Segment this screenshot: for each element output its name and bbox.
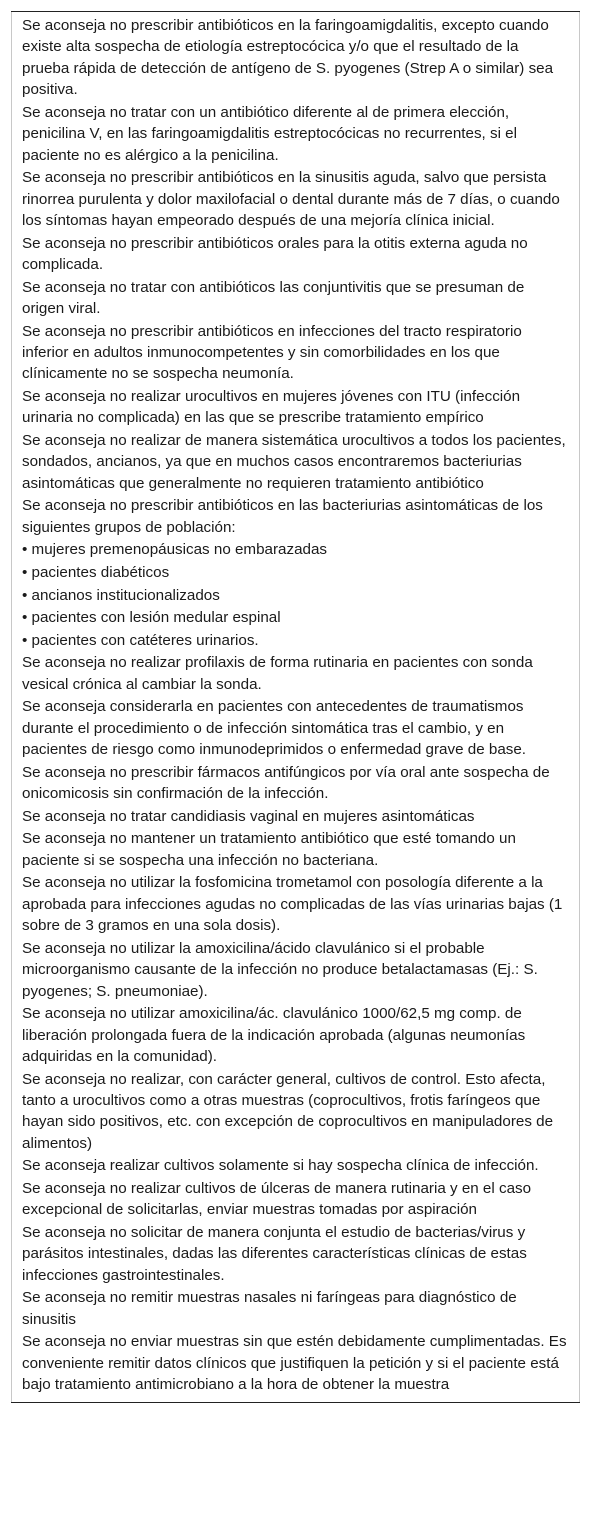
recommendation-text: Se aconseja no tratar candidiasis vaginal en mujeres asintomáticas <box>22 807 475 825</box>
population-group-list <box>22 539 569 651</box>
population-group-item: • ancianos institucionalizados <box>22 586 220 604</box>
recommendation-text: Se aconseja no utilizar la fosfomicina trometamol con posología diferente a la aprobada para infecciones agudas no complicadas de las vías urinarias bajas (1 sobre de 3 gramos en una sola dosis). <box>22 874 563 935</box>
recommendation-text: Se aconseja no tratar con antibióticos las conjuntivitis que se presuman de origen viral. <box>22 278 525 318</box>
recommendation-text: Se aconseja no prescribir antibióticos en las bacteriurias asintomáticas de los siguientes grupos de población: <box>22 497 543 536</box>
recommendation-text: Se aconseja no prescribir fármacos antifúngicos por vía oral ante sospecha de onicomicosis sin confirmación de la infección. <box>22 763 550 803</box>
recommendations-cell <box>11 12 580 1402</box>
recommendation-text: Se aconseja no realizar urocultivos en mujeres jóvenes con ITU (infección urinaria no complicada) en las que se prescribe tratamiento empírico <box>22 388 521 427</box>
population-group-item: • pacientes con catéteres urinarios. <box>22 631 259 649</box>
recommendation-text: Se aconseja no enviar muestras sin que estén debidamente cumplimentadas. Es conveniente remitir datos clínicos que justifiquen la petición y si el paciente está bajo tratamiento antimicrobiano a la hora de obtener la muestra <box>22 1333 567 1394</box>
population-group-item: • mujeres premenopáusicas no embarazadas <box>22 541 328 559</box>
recommendation-text: Se aconseja no prescribir antibióticos en infecciones del tracto respiratorio inferior en adultos inmunocompetentes y sin comorbilidades en los que clínicamente no se sospecha neumonía. <box>22 322 522 383</box>
recommendation-text: Se aconseja realizar cultivos solamente si hay sospecha clínica de infección. <box>22 1157 539 1175</box>
recommendation-text: Se aconseja no mantener un tratamiento antibiótico que esté tomando un paciente si se sospecha una infección no bacteriana. <box>22 830 516 869</box>
recommendation-text: Se aconseja no realizar profilaxis de forma rutinaria en pacientes con sonda vesical crónica al cambiar la sonda. <box>22 654 533 693</box>
recommendation-text: Se aconseja no prescribir antibióticos en la faringoamigdalitis, excepto cuando existe alta sospecha de etiología estreptocócica y/o que el resultado de la prueba rápida de detección de antígeno de S. pyogenes (Strep A o similar) sea positiva. <box>22 17 554 99</box>
recommendation-text: Se aconseja no remitir muestras nasales ni faríngeas para diagnóstico de sinusitis <box>22 1289 517 1328</box>
recommendation-text: Se aconseja no prescribir antibióticos orales para la otitis externa aguda no complicada. <box>22 234 528 274</box>
recommendation-text: Se aconseja no utilizar la amoxicilina/ácido clavulánico si el probable microorganismo causante de la infección no produce betalactamasas (Ej.: S. pyogenes; S. pneumoniae). <box>22 939 538 1000</box>
recommendation-text: Se aconseja no utilizar amoxicilina/ác. clavulánico 1000/62,5 mg comp. de liberación prolongada fuera de la indicación aprobada (algunas neumonías adquiridas en la comunidad). <box>22 1005 526 1066</box>
recommendations-table <box>11 11 580 1403</box>
recommendation-text: Se aconseja no tratar con un antibiótico diferente al de primera elección, penicilina V, en las faringoamigdalitis estreptocócicas no recurrentes, si el paciente no es alérgico a la penicilina. <box>22 103 517 164</box>
recommendation-text: Se aconseja considerarla en pacientes con antecedentes de traumatismos durante el procedimiento o de infección sintomática tras el cambio, y en pacientes de riesgo como inmunodeprimidos o enfermedad grave de base. <box>22 698 527 759</box>
population-group-item: • pacientes con lesión medular espinal <box>22 609 281 627</box>
population-group-item: • pacientes diabéticos <box>22 564 170 582</box>
recommendation-text: Se aconseja no prescribir antibióticos en la sinusitis aguda, salvo que persista rinorrea purulenta y dolor maxilofacial o dental durante más de 7 días, o cuando los síntomas hayan empeorado después de una mejoría clínica inicial. <box>22 169 560 230</box>
recommendation-text: Se aconseja no realizar, con carácter general, cultivos de control. Esto afecta, tanto a urocultivos como a otras muestras (coprocultivos, frotis faríngeos que hayan sido positivos, etc. con excepción de coprocultivos en manipuladores de alimentos) <box>22 1070 554 1152</box>
recommendation-text: Se aconseja no realizar cultivos de úlceras de manera rutinaria y en el caso excepcional de solicitarlas, enviar muestras tomadas por aspiración <box>22 1180 532 1219</box>
recommendation-text: Se aconseja no realizar de manera sistemática urocultivos a todos los pacientes, sondados, ancianos, ya que en muchos casos encontraremos bacteriurias asintomáticas que generalmente no requieren tratamiento antibiótico <box>22 432 566 492</box>
recommendation-text: Se aconseja no solicitar de manera conjunta el estudio de bacterias/virus y parásitos intestinales, dadas las diferentes características clínicas de estas infecciones gastrointestinales. <box>22 1224 527 1284</box>
